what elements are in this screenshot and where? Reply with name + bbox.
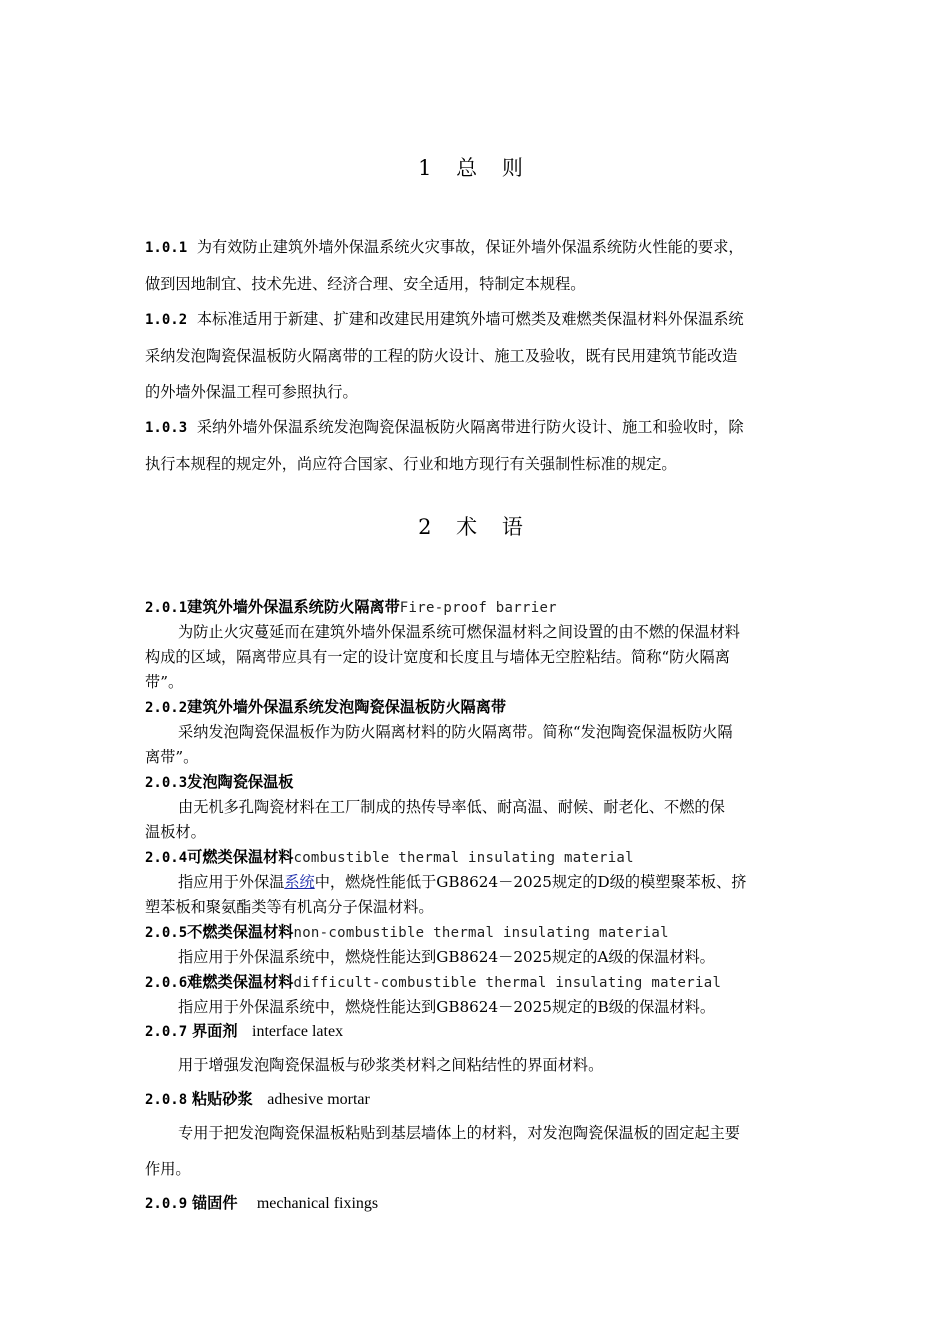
term-name: 可燃类保温材料 [187,848,294,866]
term-2-0-4-line-1 [178,871,746,892]
clause-text: 本标准适用于新建、扩建和改建民用建筑外墙可燃类及难燃类保温材料外保温系统 [196,310,744,328]
term-2-0-2-line-1: 采纳发泡陶瓷保温板作为防火隔离材料的防火隔离带。简称“发泡陶瓷保温板防火隔 [178,723,733,741]
term-number: 2.0.6 [145,975,188,991]
term-name: 发泡陶瓷保温板 [187,773,294,791]
term-2-0-9-heading [145,1192,378,1213]
term-2-0-1-line-2: 构成的区域，隔离带应具有一定的设计宽度和长度且与墙体无空腔粘结。简称“防火隔离 [145,648,730,666]
term-number: 2.0.4 [145,850,188,866]
term-number: 2.0.7 [145,1024,188,1040]
term-name: 不燃类保温材料 [187,923,294,941]
chapter-2-title: 2 术 语 [418,515,532,539]
term-2-0-2-heading [145,696,506,717]
term-english: Fire-proof barrier [399,600,557,616]
term-2-0-5-heading [145,921,669,942]
term-2-0-7-line-1: 用于增强发泡陶瓷保温板与砂浆类材料之间粘结性的界面材料。 [178,1056,604,1074]
term-english: difficult-combustible thermal insulating material [293,975,722,991]
term-2-0-6-heading [145,971,721,992]
term-name: 锚固件 [191,1194,238,1212]
clause-1-0-3-line-2: 执行本规程的规定外，尚应符合国家、行业和地方现行有关强制性标准的规定。 [145,455,677,473]
term-number: 2.0.2 [145,700,188,716]
term-2-0-3-line-2: 温板材。 [145,823,206,841]
term-2-0-3-heading [145,771,293,792]
term-2-0-4-heading [145,846,634,867]
term-number: 2.0.8 [145,1092,188,1108]
term-name: 难燃类保温材料 [187,973,294,991]
clause-1-0-2-line-2: 采纳发泡陶瓷保温板防火隔离带的工程的防火设计、施工及验收，既有民用建筑节能改造 [145,347,738,365]
term-english: mechanical fixings [256,1195,379,1212]
term-2-0-1-line-1: 为防止火灾蔓延而在建筑外墙外保温系统可燃保温材料之间设置的由不燃的保温材料 [178,623,740,641]
term-2-0-5-line-1: 指应用于外保温系统中，燃烧性能达到GB8624－2025规定的A级的保温材料。 [178,948,715,966]
term-english: combustible thermal insulating material [293,850,634,866]
term-english: non-combustible thermal insulating material [293,925,669,941]
clause-number: 1.0.1 [145,240,188,256]
clause-1-0-1-line-2: 做到因地制宜、技术先进、经济合理、安全适用，特制定本规程。 [145,275,586,293]
term-2-0-4-line-2: 塑苯板和聚氨酯类等有机高分子保温材料。 [145,898,434,916]
term-english: interface latex [252,1023,344,1040]
term-2-0-8-heading [145,1088,370,1109]
term-2-0-1-heading [145,596,557,617]
term-2-0-8-line-1: 专用于把发泡陶瓷保温板粘贴到基层墙体上的材料，对发泡陶瓷保温板的固定起主要 [178,1124,740,1142]
term-number: 2.0.9 [145,1196,188,1212]
term-2-0-2-line-2: 离带”。 [145,748,199,766]
term-name: 界面剂 [191,1022,238,1040]
term-2-0-6-line-1: 指应用于外保温系统中，燃烧性能达到GB8624－2025规定的B级的保温材料。 [178,998,716,1016]
clause-1-0-2-line-3: 的外墙外保温工程可参照执行。 [145,383,358,401]
term-2-0-8-line-2: 作用。 [145,1160,191,1178]
term-number: 2.0.5 [145,925,188,941]
term-text: 指应用于外保温 [178,873,285,891]
clause-text: 采纳外墙外保温系统发泡陶瓷保温板防火隔离带进行防火设计、施工和验收时，除 [196,418,744,436]
chapter-1-title: 1 总 则 [418,156,532,180]
term-english: adhesive mortar [267,1091,370,1108]
term-2-0-7-heading [145,1020,343,1041]
term-2-0-1-line-3: 带”。 [145,673,184,691]
term-name: 建筑外墙外保温系统防火隔离带 [187,598,400,616]
clause-number: 1.0.3 [145,420,188,436]
term-2-0-3-line-1: 由无机多孔陶瓷材料在工厂制成的热传导率低、耐高温、耐候、耐老化、不燃的保 [178,798,725,816]
term-text: 中，燃烧性能低于GB8624－2025规定的D级的模塑聚苯板、挤 [314,873,747,891]
term-number: 2.0.3 [145,775,188,791]
system-link[interactable]: 系统 [284,873,315,891]
clause-1-0-1-line-1 [145,236,744,257]
clause-1-0-2-line-1 [145,308,744,329]
term-number: 2.0.1 [145,600,188,616]
clause-number: 1.0.2 [145,312,188,328]
clause-text: 为有效防止建筑外墙外保温系统火灾事故，保证外墙外保温系统防火性能的要求， [196,238,744,256]
term-name: 粘贴砂浆 [191,1090,253,1108]
term-name: 建筑外墙外保温系统发泡陶瓷保温板防火隔离带 [187,698,507,716]
clause-1-0-3-line-1 [145,416,744,437]
